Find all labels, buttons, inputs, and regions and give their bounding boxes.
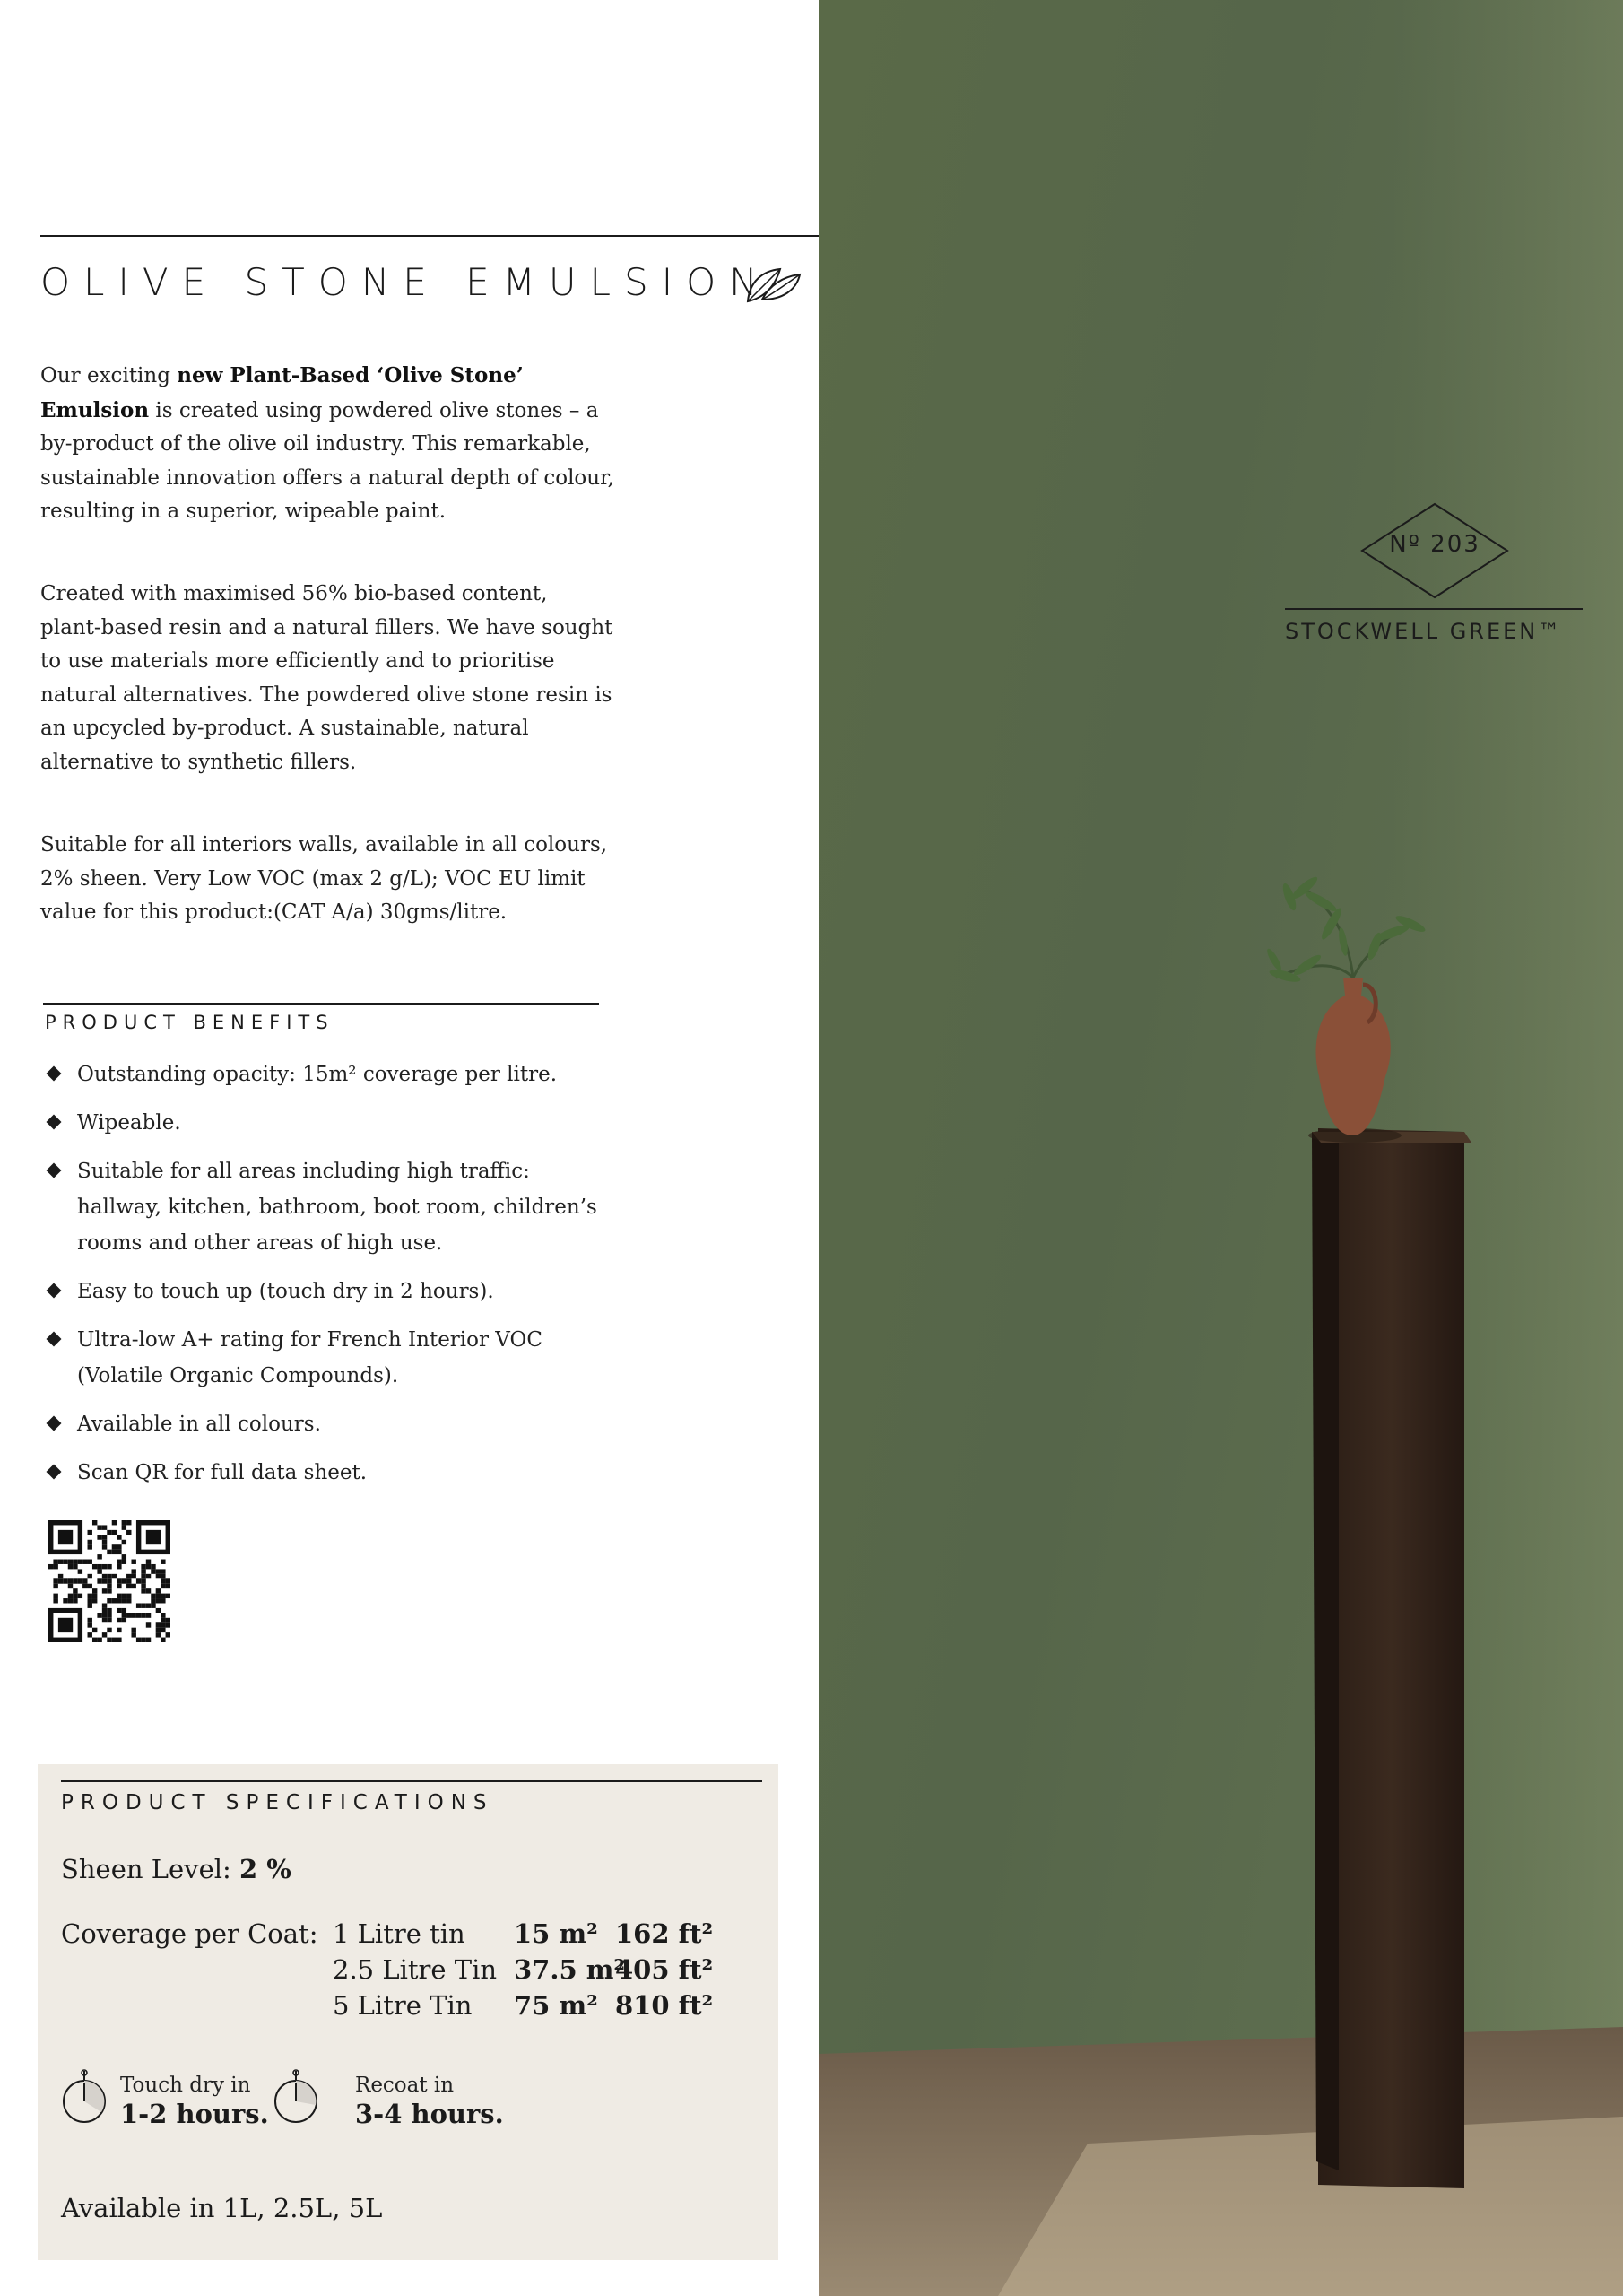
colour-name: STOCKWELL GREEN™	[1285, 619, 1563, 644]
colour-number: Nº 203	[1389, 531, 1480, 558]
coverage-m2: 15 m²	[514, 1918, 598, 1949]
benefits-heading: PRODUCT BENEFITS	[45, 1012, 334, 1033]
specs-divider	[61, 1780, 762, 1782]
availability: Available in 1L, 2.5L, 5L	[61, 2193, 383, 2223]
diamond-bullet-icon	[47, 1465, 62, 1480]
list-item: Outstanding opacity: 15m² coverage per litre.	[47, 1057, 603, 1092]
room-photo	[819, 0, 1623, 2296]
list-item: Available in all colours.	[47, 1406, 603, 1442]
touch-dry-label: Touch dry in	[120, 2074, 251, 2097]
recoat-label: Recoat in	[355, 2074, 455, 2097]
stopwatch-icon	[273, 2069, 319, 2125]
tin-size: 5 Litre Tin	[333, 1990, 473, 2021]
bio-content-paragraph: Created with maximised 56% bio-based content, plant-based resin and a natural fillers. We have sought to use materials more efficiently and to prioritise natural alternatives. The powdered olive stone resin is an upcycled by-product. A sustainable, natural alternative to synthetic fillers.	[40, 582, 613, 774]
qr-code[interactable]	[48, 1520, 170, 1642]
benefits-divider	[43, 1003, 599, 1004]
coverage-ft2: 405 ft²	[615, 1954, 714, 1985]
specs-heading: PRODUCT SPECIFICATIONS	[61, 1791, 494, 1814]
specifications-panel	[38, 1764, 778, 2260]
coverage-ft2: 810 ft²	[615, 1990, 714, 2021]
coverage-m2: 37.5 m²	[514, 1954, 626, 1985]
list-item: Scan QR for full data sheet.	[47, 1455, 603, 1491]
title-divider	[40, 235, 819, 237]
list-item: Suitable for all areas including high traffic: hallway, kitchen, bathroom, boot room, children’s rooms and other areas of high use.	[47, 1153, 603, 1261]
list-item: Ultra-low A+ rating for French Interior VOC (Volatile Organic Compounds).	[47, 1322, 603, 1394]
coverage-label: Coverage per Coat:	[61, 1918, 318, 1949]
coverage-table	[61, 1918, 742, 2026]
diamond-bullet-icon	[47, 1283, 62, 1299]
touch-dry-value: 1-2 hours.	[120, 2099, 269, 2129]
list-item: Easy to touch up (touch dry in 2 hours).	[47, 1274, 603, 1309]
tin-size: 2.5 Litre Tin	[333, 1954, 498, 1985]
suitability-paragraph: Suitable for all interiors walls, available in all colours, 2% sheen. Very Low VOC (max 2 g/L); VOC EU limit value for this product:(CAT A/a) 30gms/litre.	[40, 833, 608, 924]
diamond-bullet-icon	[47, 1066, 62, 1082]
leaf-icon	[744, 262, 802, 305]
recoat-value: 3-4 hours.	[355, 2099, 504, 2129]
intro-paragraph: Our exciting new Plant-Based ‘Olive Stone’ Emulsion is created using powdered olive stones – a by-product of the olive oil industry. This remarkable, sustainable innovation offers a natural depth of colour, resulting in a superior, wipeable paint.	[40, 363, 614, 523]
coverage-m2: 75 m²	[514, 1990, 598, 2021]
product-title: OLIVE STONE EMULSION	[40, 260, 771, 304]
brand-divider	[1285, 608, 1583, 610]
diamond-bullet-icon	[47, 1115, 62, 1130]
sheen-level: Sheen Level: 2 %	[61, 1854, 291, 1884]
diamond-bullet-icon	[47, 1163, 62, 1178]
benefits-list	[47, 1057, 603, 1503]
stopwatch-icon	[61, 2069, 108, 2125]
list-item: Wipeable.	[47, 1105, 603, 1141]
diamond-bullet-icon	[47, 1416, 62, 1431]
coverage-ft2: 162 ft²	[615, 1918, 714, 1949]
tin-size: 1 Litre tin	[333, 1918, 465, 1949]
room-scene-image	[819, 0, 1623, 2296]
diamond-bullet-icon	[47, 1332, 62, 1347]
